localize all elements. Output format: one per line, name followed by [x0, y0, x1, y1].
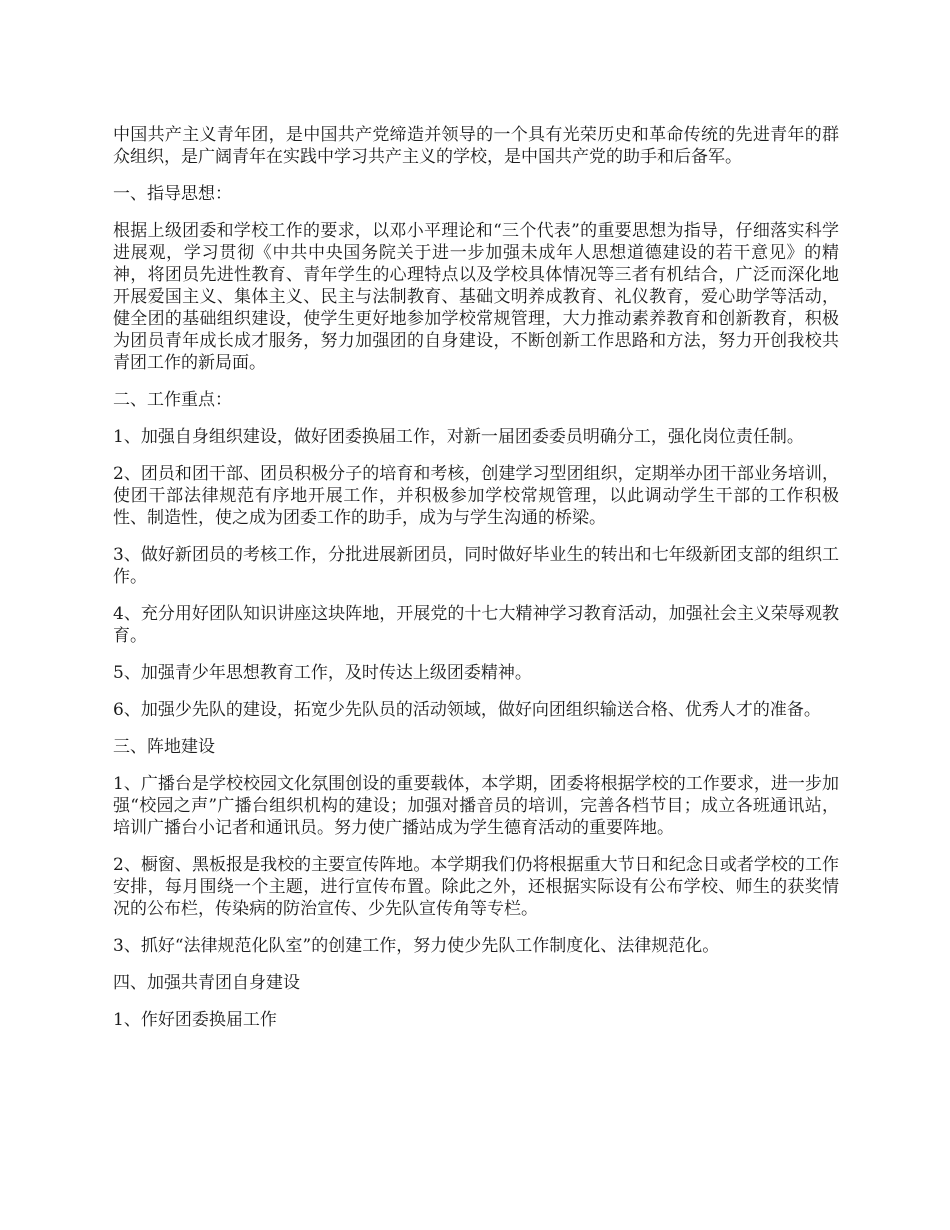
self-building-item: 1、作好团委换届工作 — [113, 1010, 277, 1030]
work-focus-item: 2、团员和团干部、团员积极分子的培育和考核，创建学习型团组织，定期举办团干部业务培训，使团干部法律规范有序地开展工作，并积极参加学校常规管理，以此调动学生干部的工作积极性、制造性，使之成为团委工作的助手，成为与学生沟通的桥梁。 — [113, 464, 839, 528]
section-heading-position-building: 三、阵地建设 — [113, 737, 215, 757]
guiding-thought-paragraph: 根据上级团委和学校工作的要求，以邓小平理论和“三个代表”的重要思想为指导，仔细落实科学进展观，学习贯彻《中共中央国务院关于进一步加强未成年人思想道德建设的若干意见》的精神，将团员先进性教育、青年学生的心理特点以及学校具体情况等三者有机结合，广泛而深化地开展爱国主义、集体主义、民主与法制教育、基础文明养成教育、礼仪教育，爱心助学等活动，健全团的基础组织建设，使学生更好地参加学校常规管理，大力推动素养教育和创新教育，积极为团员青年成长成才服务，努力加强团的自身建设，不断创新工作思路和方法，努力开创我校共青团工作的新局面。 — [113, 221, 839, 373]
document-page — [113, 124, 839, 1046]
position-building-item: 3、抓好“法律规范化队室”的创建工作，努力使少先队工作制度化、法律规范化。 — [113, 936, 720, 956]
intro-paragraph: 中国共产主义青年团，是中国共产党缔造并领导的一个具有光荣历史和革命传统的先进青年的群众组织，是广阔青年在实践中学习共产主义的学校，是中国共产党的助手和后备军。 — [113, 125, 839, 167]
position-building-item: 1、广播台是学校校园文化氛围创设的重要载体，本学期，团委将根据学校的工作要求，进一步加强“校园之声”广播台组织机构的建设；加强对播音员的培训，完善各档节目；成立各班通讯站，培训广播台小记者和通讯员。努力使广播站成为学生德育活动的重要阵地。 — [113, 774, 839, 838]
section-heading-guiding-thought: 一、指导思想： — [113, 184, 232, 204]
work-focus-item: 1、加强自身组织建设，做好团委换届工作，对新一届团委委员明确分工，强化岗位责任制。 — [113, 427, 804, 447]
section-heading-self-building: 四、加强共青团自身建设 — [113, 973, 300, 993]
work-focus-item: 3、做好新团员的考核工作，分批进展新团员，同时做好毕业生的转出和七年级新团支部的组织工作。 — [113, 545, 839, 587]
work-focus-item: 4、充分用好团队知识讲座这块阵地，开展党的十七大精神学习教育活动，加强社会主义荣辱观教育。 — [113, 604, 839, 646]
position-building-item: 2、橱窗、黑板报是我校的主要宣传阵地。本学期我们仍将根据重大节日和纪念日或者学校的工作安排，每月围绕一个主题，进行宣传布置。除此之外，还根据实际设有公布学校、师生的获奖情况的公布栏，传染病的防治宣传、少先队宣传角等专栏。 — [113, 855, 839, 919]
work-focus-item: 5、加强青少年思想教育工作，及时传达上级团委精神。 — [113, 663, 532, 683]
section-heading-work-focus: 二、工作重点： — [113, 390, 232, 410]
work-focus-item: 6、加强少先队的建设，拓宽少先队员的活动领域，做好向团组织输送合格、优秀人才的准备。 — [113, 700, 821, 720]
